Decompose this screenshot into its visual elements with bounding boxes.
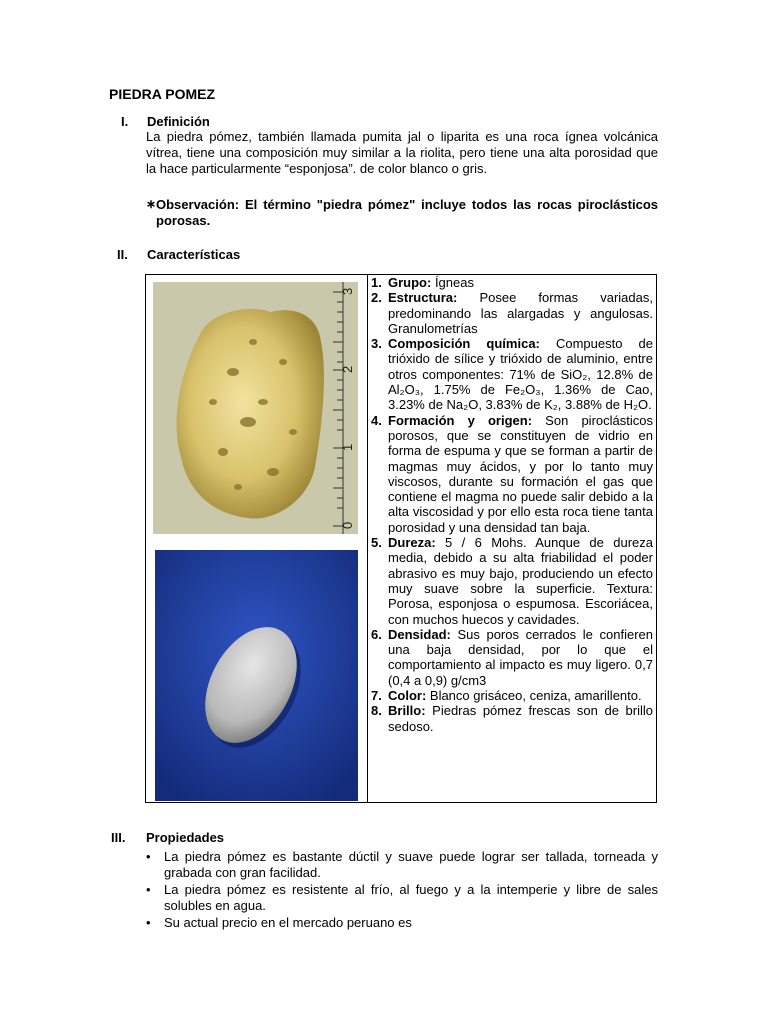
section-2-number: II.	[117, 247, 128, 262]
ruler-label-1: 1	[340, 443, 355, 451]
section-1-heading: Definición	[147, 114, 210, 129]
list-item: • La piedra pómez es bastante dúctil y suave puede lograr ser tallada, torneada y grabada con gran facilidad.	[144, 849, 658, 881]
characteristics-table	[145, 274, 657, 803]
char-item: 5. Dureza: 5 / 6 Mohs. Aunque de dureza media, debido a su alta friabilidad el poder abrasivo es muy bajo, produciendo un efecto muy suave sobre la superficie. Textura: Porosa, esponjosa o espumosa. Escoriácea, con muchos huecos y cavidades.	[371, 535, 653, 627]
char-item: 3. Composición química: Compuesto de trióxido de sílice y trióxido de aluminio, entre otros componentes: 71% de SiO₂, 12.8% de Al₂O₃, 1.75% de Fe₂O₃, 1.36% de Cao, 3.23% de Na₂O, 3.83% de K₂, 3.88% de H₂O.	[371, 336, 653, 413]
page-title: PIEDRA POMEZ	[109, 86, 216, 102]
observation-note: Observación: El término "piedra pómez" incluye todos las rocas piroclásticos porosas.	[156, 197, 658, 228]
yellow-pumice-photo	[153, 282, 358, 534]
char-item: 4. Formación y origen: Son piroclásticos porosos, que se constituyen de vidrio en forma de espuma y que se forman a partir de magmas muy ácidos, y por lo tanto muy viscosos, durante su formación el gas que contiene el magma no puede salir debido a la alta viscosidad y por ello esta roca tiene tanta porosidad y una densidad tan baja.	[371, 412, 653, 535]
section-3-heading: Propiedades	[146, 830, 225, 845]
ruler-label-3: 3	[340, 287, 355, 295]
table-divider	[367, 275, 368, 802]
ruler-label-0: 0	[340, 521, 355, 529]
definition-text: La piedra pómez, también llamada pumita jal o liparita es una roca ígnea volcánica vítrea, tiene una composición muy similar a la riolita, pero tiene una alta porosidad que la hace particularmente “esponjosa”. de color blanco o gris.	[146, 129, 658, 176]
properties-list	[144, 849, 658, 931]
section-3-number: III.	[111, 830, 126, 845]
ruler-label-2: 2	[340, 365, 355, 373]
characteristics-list	[371, 275, 653, 734]
char-item: 6. Densidad: Sus poros cerrados le confieren una baja densidad, por lo que el comportamiento al impacto es muy ligero. 0,7 (0,4 a 0,9) g/cm3	[371, 626, 653, 688]
list-item: • La piedra pómez es resistente al frío, al fuego y a la intemperie y libre de sales solubles en agua.	[144, 882, 658, 914]
char-item: 8. Brillo: Piedras pómez frescas son de brillo sedoso.	[371, 703, 653, 734]
list-item: • Su actual precio en el mercado peruano es	[144, 915, 658, 931]
grey-pumice-photo	[155, 550, 358, 801]
char-item: 7. Color: Blanco grisáceo, ceniza, amarillento.	[371, 688, 642, 704]
char-item: 2. Estructura: Posee formas variadas, predominando las alargadas y angulosas. Granulometrías	[371, 290, 653, 336]
asterisk-icon: ∗	[146, 197, 157, 211]
section-2-heading: Características	[147, 247, 241, 262]
char-item: 1. Grupo: Ígneas	[371, 275, 474, 290]
section-1-number: I.	[121, 114, 129, 129]
